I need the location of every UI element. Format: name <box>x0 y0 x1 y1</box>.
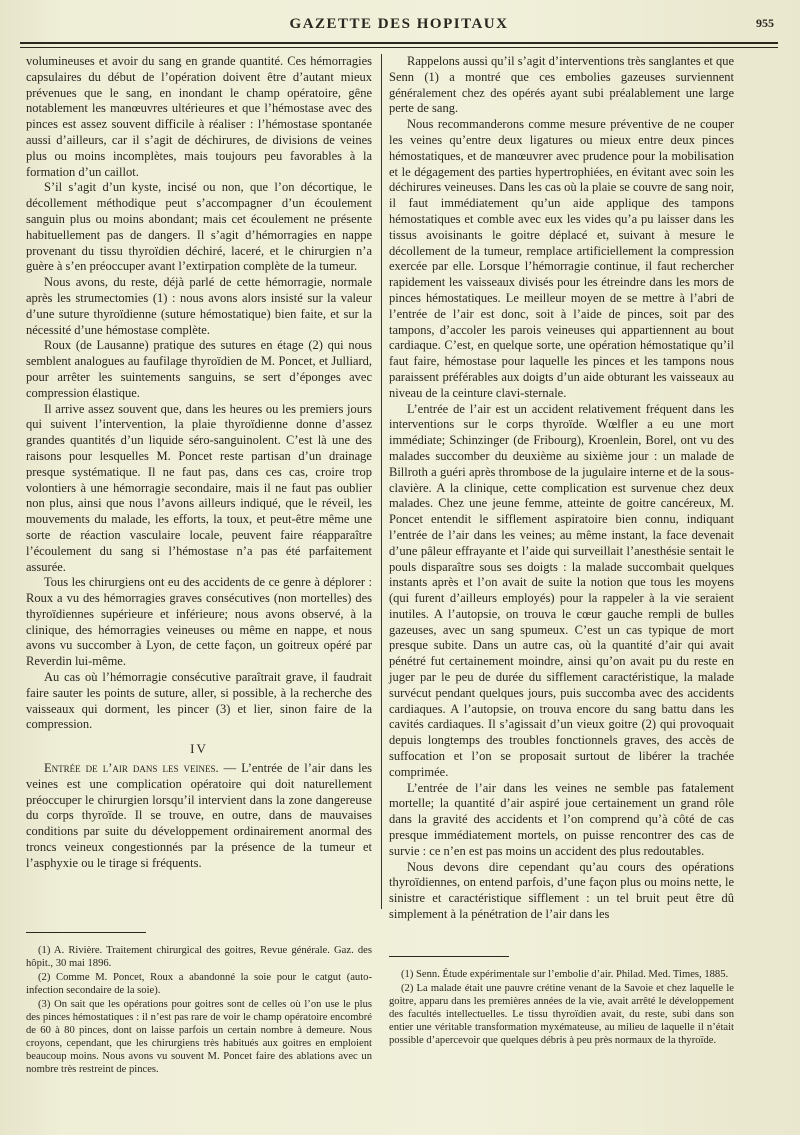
header-rule-thick <box>20 42 778 44</box>
left-column <box>26 54 372 872</box>
paragraph: Roux (de Lausanne) pratique des sutures en étage (2) qui nous semblent analogues au faufilage thyroïdien de M. Poncet, et Julliard, pour arrêter les suintements sanguins, se sert d’éponges avec compression élastique. <box>26 338 372 400</box>
footnote: (2) La malade était une pauvre crétine venant de la Savoie et chez laquelle le goitre, apparu dans les premières années de la vie, avait arrêté le développement des facultés intellectuelles. Le tissu thyroïdien avait, du reste, subi dans son entier une véritable transformation myxémateuse, au milieu de laquelle il n’était possible d’apercevoir que quelques débris à peu près normaux de la thyroïde. <box>389 983 734 1046</box>
paragraph: L’entrée de l’air dans les veines ne semble pas fatalement mortelle; la quantité d’air aspiré joue certainement un grand rôle dans la gravité des accidents et l’on comprend qu’à côté de cas presque immédiatement mortels, on puisse rencontrer des cas de survie : ce n’en est pas moins un accident des plus redoutables. <box>389 780 734 858</box>
paragraph: volumineuses et avoir du sang en grande quantité. Ces hémorragies capsulaires du début de l’opération doivent être d’autant mieux prévenues que le sang, en inondant le champ opératoire, gêne notablement les manœuvres ultérieures et que l’hémostase avec des pinces est assez souvent difficile à réaliser : l’hémostase spontanée aussi d’ailleurs, car il s’agit de déchirures, de divisions de veines plus ou moins incomplètes, mais toujours peu favorables à la formation d’un caillot. <box>26 54 372 179</box>
column-divider <box>381 54 382 909</box>
page-number: 955 <box>756 16 774 30</box>
footnote-rule <box>26 932 146 933</box>
paragraph: Il arrive assez souvent que, dans les heures ou les premiers jours qui suivent l’intervention, la plaie thyroïdienne donne d’assez grandes quantités d’un liquide séro-sanguinolent. C’est là une des raisons pour lesquelles M. Poncet reste partisan d’un drainage presque systématique. Il ne faut pas, dans ces cas, croire trop volontiers à une hémorragie secondaire, mais il ne faut pas oublier non plus, ainsi que nous l’avons ailleurs indiqué, que le réveil, les mouvements du malade, les efforts, la toux, et peut-être même une sorte de réaction vasculaire locale, peuvent faire réapparaître l’écoulement du sang si l’hémostase n’a pas été parfaitement assurée. <box>26 401 372 574</box>
header-rule-thin <box>20 47 778 48</box>
paragraph-section-start <box>26 761 372 872</box>
footnote: (2) Comme M. Poncet, Roux a abandonné la soie pour le catgut (auto-infection secondaire de la soie). <box>26 972 372 996</box>
paragraph: Nous recommanderons comme mesure préventive de ne couper les veines qu’entre deux ligatures ou mieux entre deux pinces hémostatiques, et de manœuvrer avec prudence pour la mobilisation et le dégagement des parties hypertrophiées, en évitant avec soin les déchirures veineuses. Dans les cas où la plaie se couvre de sang noir, il faut immédiatement qu’un aide applique des tampons hémostatiques et comble avec eux les vides qu’a pu laisser dans les tissus avoisinants le goitre déplacé et, suivant à mesure le décollement de la tumeur, remplace artificiellement la compression exercée par elle. Lorsque l’hémorragie continue, il faut rechercher rapidement les vaisseaux divisés pour les étreindre dans les mors de pinces hémostatiques. Le meilleur moyen de se mettre à l’abri de l’entrée de l’air est donc, soit à l’aide de pinces, soit par des tampons, d’accoler les parois veineuses qui appartiennent au bout cardiaque. C’est, en quelque sorte, une opération hémostatique qu’il faut faire, hémostase pour laquelle les pinces et les tampons nous paraissent préférables aux doigts d’un aide obturant les vaisseaux au niveau de la ceinture clavi-sternale. <box>389 117 734 400</box>
paragraph: Nous devons dire cependant qu’au cours des opérations thyroïdiennes, on entend parfois, d’une façon plus ou moins nette, le sinistre et caractéristique sifflement : un tel bruit peut être dû simplement à la pénétration de l’air dans les <box>389 859 734 922</box>
paragraph: L’entrée de l’air est un accident relativement fréquent dans les interventions sur le corps thyroïde. Wœlfler a eu une mort immédiate; Schinzinger (de Fribourg), Kroenlein, Borel, ont vu des malades succomber du deuxième au sixième jour : un malade de Billroth a guéri après thrombose de la jugulaire interne et de la sous-clavière. A la clinique, cette complication est survenue chez deux malades. Chez une jeune femme, atteinte de goitre cancéreux, M. Poncet entendit le sifflement aspiratoire bien connu, indiquant l’entrée de l’air dans les veines; au même instant, la face devenait d’une pâleur effrayante et l’aide qui surveillait l’anesthésie sentait le pouls disparaître sous ses doigts : la malade succombait quelques instants après et l’on avait de suite la notion que tous les moyens (qui furent d’ailleurs employés) pour la rappeler à la vie seraient inutiles. A l’autopsie, on trouva le cœur gauche rempli de bulles gazeuses, avec un sang spumeux. C’est un cas typique de mort presque subite. Dans un autre cas, où la quantité d’air qui avait pénétré fut certainement moindre, ainsi qu’on avait pu du reste en juger par le peu de durée du sifflement caractéristique, la malade survécut pendant quelques jours, puis succomba avec des accidents cardiaques. A l’autopsie, on trouva encore du sang battu dans les cavités cardiaques. Il s’agissait d’un vieux goitre (2) qui provoquait depuis longtemps des troubles fonctionnels graves, des accès de suffocation et l’on se proposait surtout de libérer la trachée comprimée. <box>389 401 734 779</box>
footnote: (1) Senn. Étude expérimentale sur l’embolie d’air. Philad. Med. Times, 1885. <box>401 969 729 980</box>
left-footnotes <box>26 944 372 1077</box>
paragraph: Rappelons aussi qu’il s’agit d’interventions très sanglantes et que Senn (1) a montré que ces embolies gazeuses surviennent généralement chez des opérés ayant subi préalablement une large perte de sang. <box>389 54 735 116</box>
right-column <box>389 54 734 923</box>
footnote-rule <box>389 956 509 957</box>
footnote: (1) A. Rivière. Traitement chirurgical des goitres, Revue générale. Gaz. des hôpit., 30 mai 1896. <box>26 945 372 969</box>
paragraph: S’il s’agit d’un kyste, incisé ou non, que l’on décortique, le décollement méthodique peut s’accompagner d’un écoulement sanguin plus ou moins abondant; mais cet écoulement ne présente habituellement pas de dangers. Il s’agit d’hémorragies en nappe provenant du tissu thyroïdien déchiré, laceré, et le chirurgien n’a guère à s’en préoccuper avant l’extirpation complète de la tumeur. <box>26 180 372 274</box>
journal-title: GAZETTE DES HOPITAUX <box>289 16 509 32</box>
section-lead: Entrée de l’air dans les veines. <box>44 761 219 776</box>
section-text: — L’entrée de l’air dans les veines est une complication opératoire qui doit naturellement préoccuper le chirurgien lorsqu’il intervient dans la zone dangereuse du corps thyroïde. Il se trouve, en outre, dans de mauvaises conditions par suite du développement ordinairement anormal des troncs veineux congestionnés par la présence de la tumeur et l’asphyxie ou le tirage si fréquents. <box>26 761 372 870</box>
paragraph: Tous les chirurgiens ont eu des accidents de ce genre à déplorer : Roux a vu des hémorragies graves consécutives (non mortelles) des thyroïdiennes supérieure et inférieure; nous avons observé, à la clinique, des hémorragies veineuses ou même en nappe, et nous avons vu succomber à Lyon, de cette façon, un goitreux opéré par Reverdin lui-même. <box>26 575 372 669</box>
paragraph: Au cas où l’hémorragie consécutive paraîtrait grave, il faudrait faire sauter les points de suture, aller, si possible, à la recherche des vaisseaux qui dorment, les pincer (3) et lier, sinon faire de la compression. <box>26 670 372 732</box>
footnote: (3) On sait que les opérations pour goitres sont de celles où l’on use le plus des pinces hémostatiques : il n’est pas rare de voir le champ opératoire encombré de 60 à 80 pinces, dont on laisse parfois un certain nombre à demeure. Nous croyons, cependant, que les chirurgiens très habitués aux goitres en emploient beaucoup moins. Nous avons vu souvent M. Poncet faire des ablations avec un nombre très restreint de pinces. <box>26 999 372 1075</box>
section-number: IV <box>190 741 208 757</box>
paragraph: Nous avons, du reste, déjà parlé de cette hémorragie, normale après les strumectomies (1) : nous avons alors insisté sur la valeur d’une suture thyroïdienne (suture hémostatique) bien faite, et sur la nécessité d’une hémostase complète. <box>26 275 372 337</box>
right-footnotes <box>389 968 734 1048</box>
page-header <box>20 14 778 40</box>
